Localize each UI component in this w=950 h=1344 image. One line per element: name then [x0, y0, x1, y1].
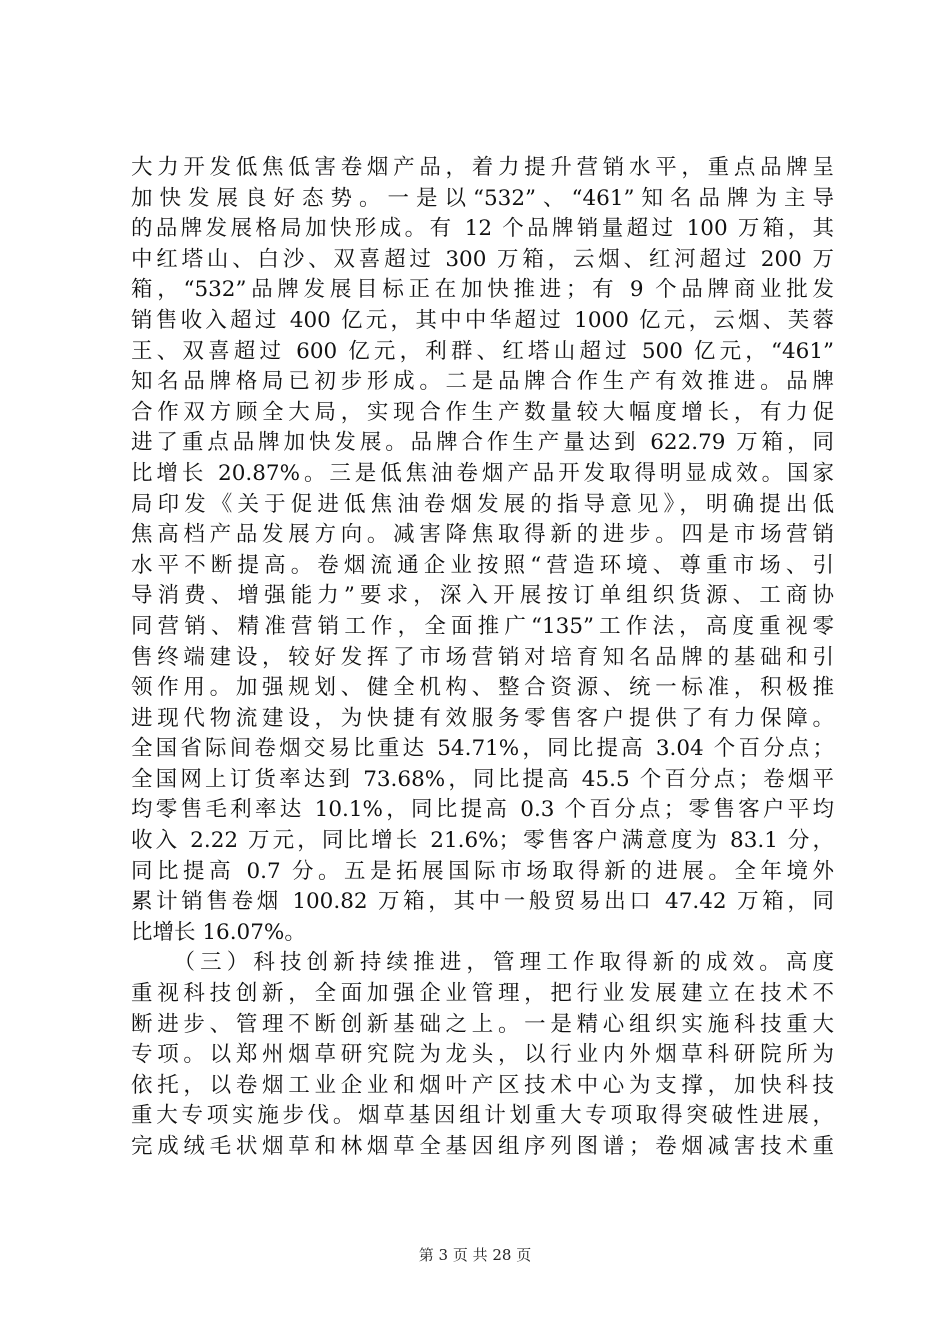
text-line: 大力开发低焦低害卷烟产品，着力提升营销水平，重点品牌呈	[131, 155, 834, 180]
text-line: 重大专项实施步伐。烟草基因组计划重大专项取得突破性进展，	[131, 1103, 834, 1129]
text-line: （三）科技创新持续推进，管理工作取得新的成效。高度	[131, 950, 834, 976]
text-line: 的品牌发展格局加快形成。有 12 个品牌销量超过 100 万箱，其	[131, 216, 834, 242]
text-line: 销售收入超过 400 亿元，其中中华超过 1000 亿元，云烟、芙蓉	[131, 307, 834, 333]
text-line: 全国网上订货率达到 73.68%，同比提高 45.5 个百分点；卷烟平	[131, 766, 834, 792]
body-text	[131, 153, 834, 1163]
text-line: 重视科技创新，全面加强企业管理，把行业发展建立在技术不	[131, 981, 834, 1007]
page-footer: 第 3 页 共 28 页	[418, 1246, 532, 1264]
text-line: 完成绒毛状烟草和林烟草全基因组序列图谱；卷烟减害技术重	[131, 1134, 834, 1159]
text-line: 加快发展良好态势。一是以“532”、“461”知名品牌为主导	[131, 185, 834, 211]
text-line: 王、双喜超过 600 亿元，利群、红塔山超过 500 亿元，“461”	[131, 338, 834, 364]
text-line: 收入 2.22 万元，同比增长 21.6%；零售客户满意度为 83.1 分，	[131, 828, 834, 854]
text-line: 断进步、管理不断创新基础之上。一是精心组织实施科技重大	[131, 1011, 834, 1037]
text-line: 进现代物流建设，为快捷有效服务零售客户提供了有力保障。	[131, 705, 834, 731]
text-line: 中红塔山、白沙、双喜超过 300 万箱，云烟、红河超过 200 万	[131, 246, 834, 272]
text-line: 知名品牌格局已初步形成。二是品牌合作生产有效推进。品牌	[131, 369, 834, 395]
text-line: 领作用。加强规划、健全机构、整合资源、统一标准，积极推	[131, 675, 834, 701]
text-line: 比增长 16.07%。	[131, 919, 306, 945]
text-line: 局印发《关于促进低焦油卷烟发展的指导意见》，明确提出低	[131, 491, 834, 517]
text-line: 比增长 20.87%。三是低焦油卷烟产品开发取得明显成效。国家	[131, 460, 834, 486]
text-line: 合作双方顾全大局，实现合作生产数量较大幅度增长，有力促	[131, 399, 834, 425]
text-line: 依托，以卷烟工业企业和烟叶产区技术中心为支撑，加快科技	[131, 1072, 834, 1098]
text-line: 焦高档产品发展方向。减害降焦取得新的进步。四是市场营销	[131, 522, 834, 548]
text-line: 售终端建设，较好发挥了市场营销对培育知名品牌的基础和引	[131, 644, 834, 670]
text-line: 同比提高 0.7 分。五是拓展国际市场取得新的进展。全年境外	[131, 858, 834, 884]
text-line: 同营销、精准营销工作，全面推广“135”工作法，高度重视零	[131, 613, 834, 639]
text-line: 进了重点品牌加快发展。品牌合作生产量达到 622.79 万箱，同	[131, 430, 834, 456]
text-line: 专项。以郑州烟草研究院为龙头，以行业内外烟草科研院所为	[131, 1042, 834, 1068]
text-line: 均零售毛利率达 10.1%，同比提高 0.3 个百分点；零售客户平均	[131, 797, 834, 823]
text-line: 水平不断提高。卷烟流通企业按照“营造环境、尊重市场、引	[131, 552, 834, 578]
text-line: 箱，“532”品牌发展目标正在加快推进；有 9 个品牌商业批发	[131, 277, 834, 303]
text-line: 导消费、增强能力”要求，深入开展按订单组织货源、工商协	[131, 583, 834, 609]
text-line: 累计销售卷烟 100.82 万箱，其中一般贸易出口 47.42 万箱，同	[131, 889, 834, 915]
text-line: 全国省际间卷烟交易比重达 54.71%，同比提高 3.04 个百分点；	[131, 736, 834, 762]
